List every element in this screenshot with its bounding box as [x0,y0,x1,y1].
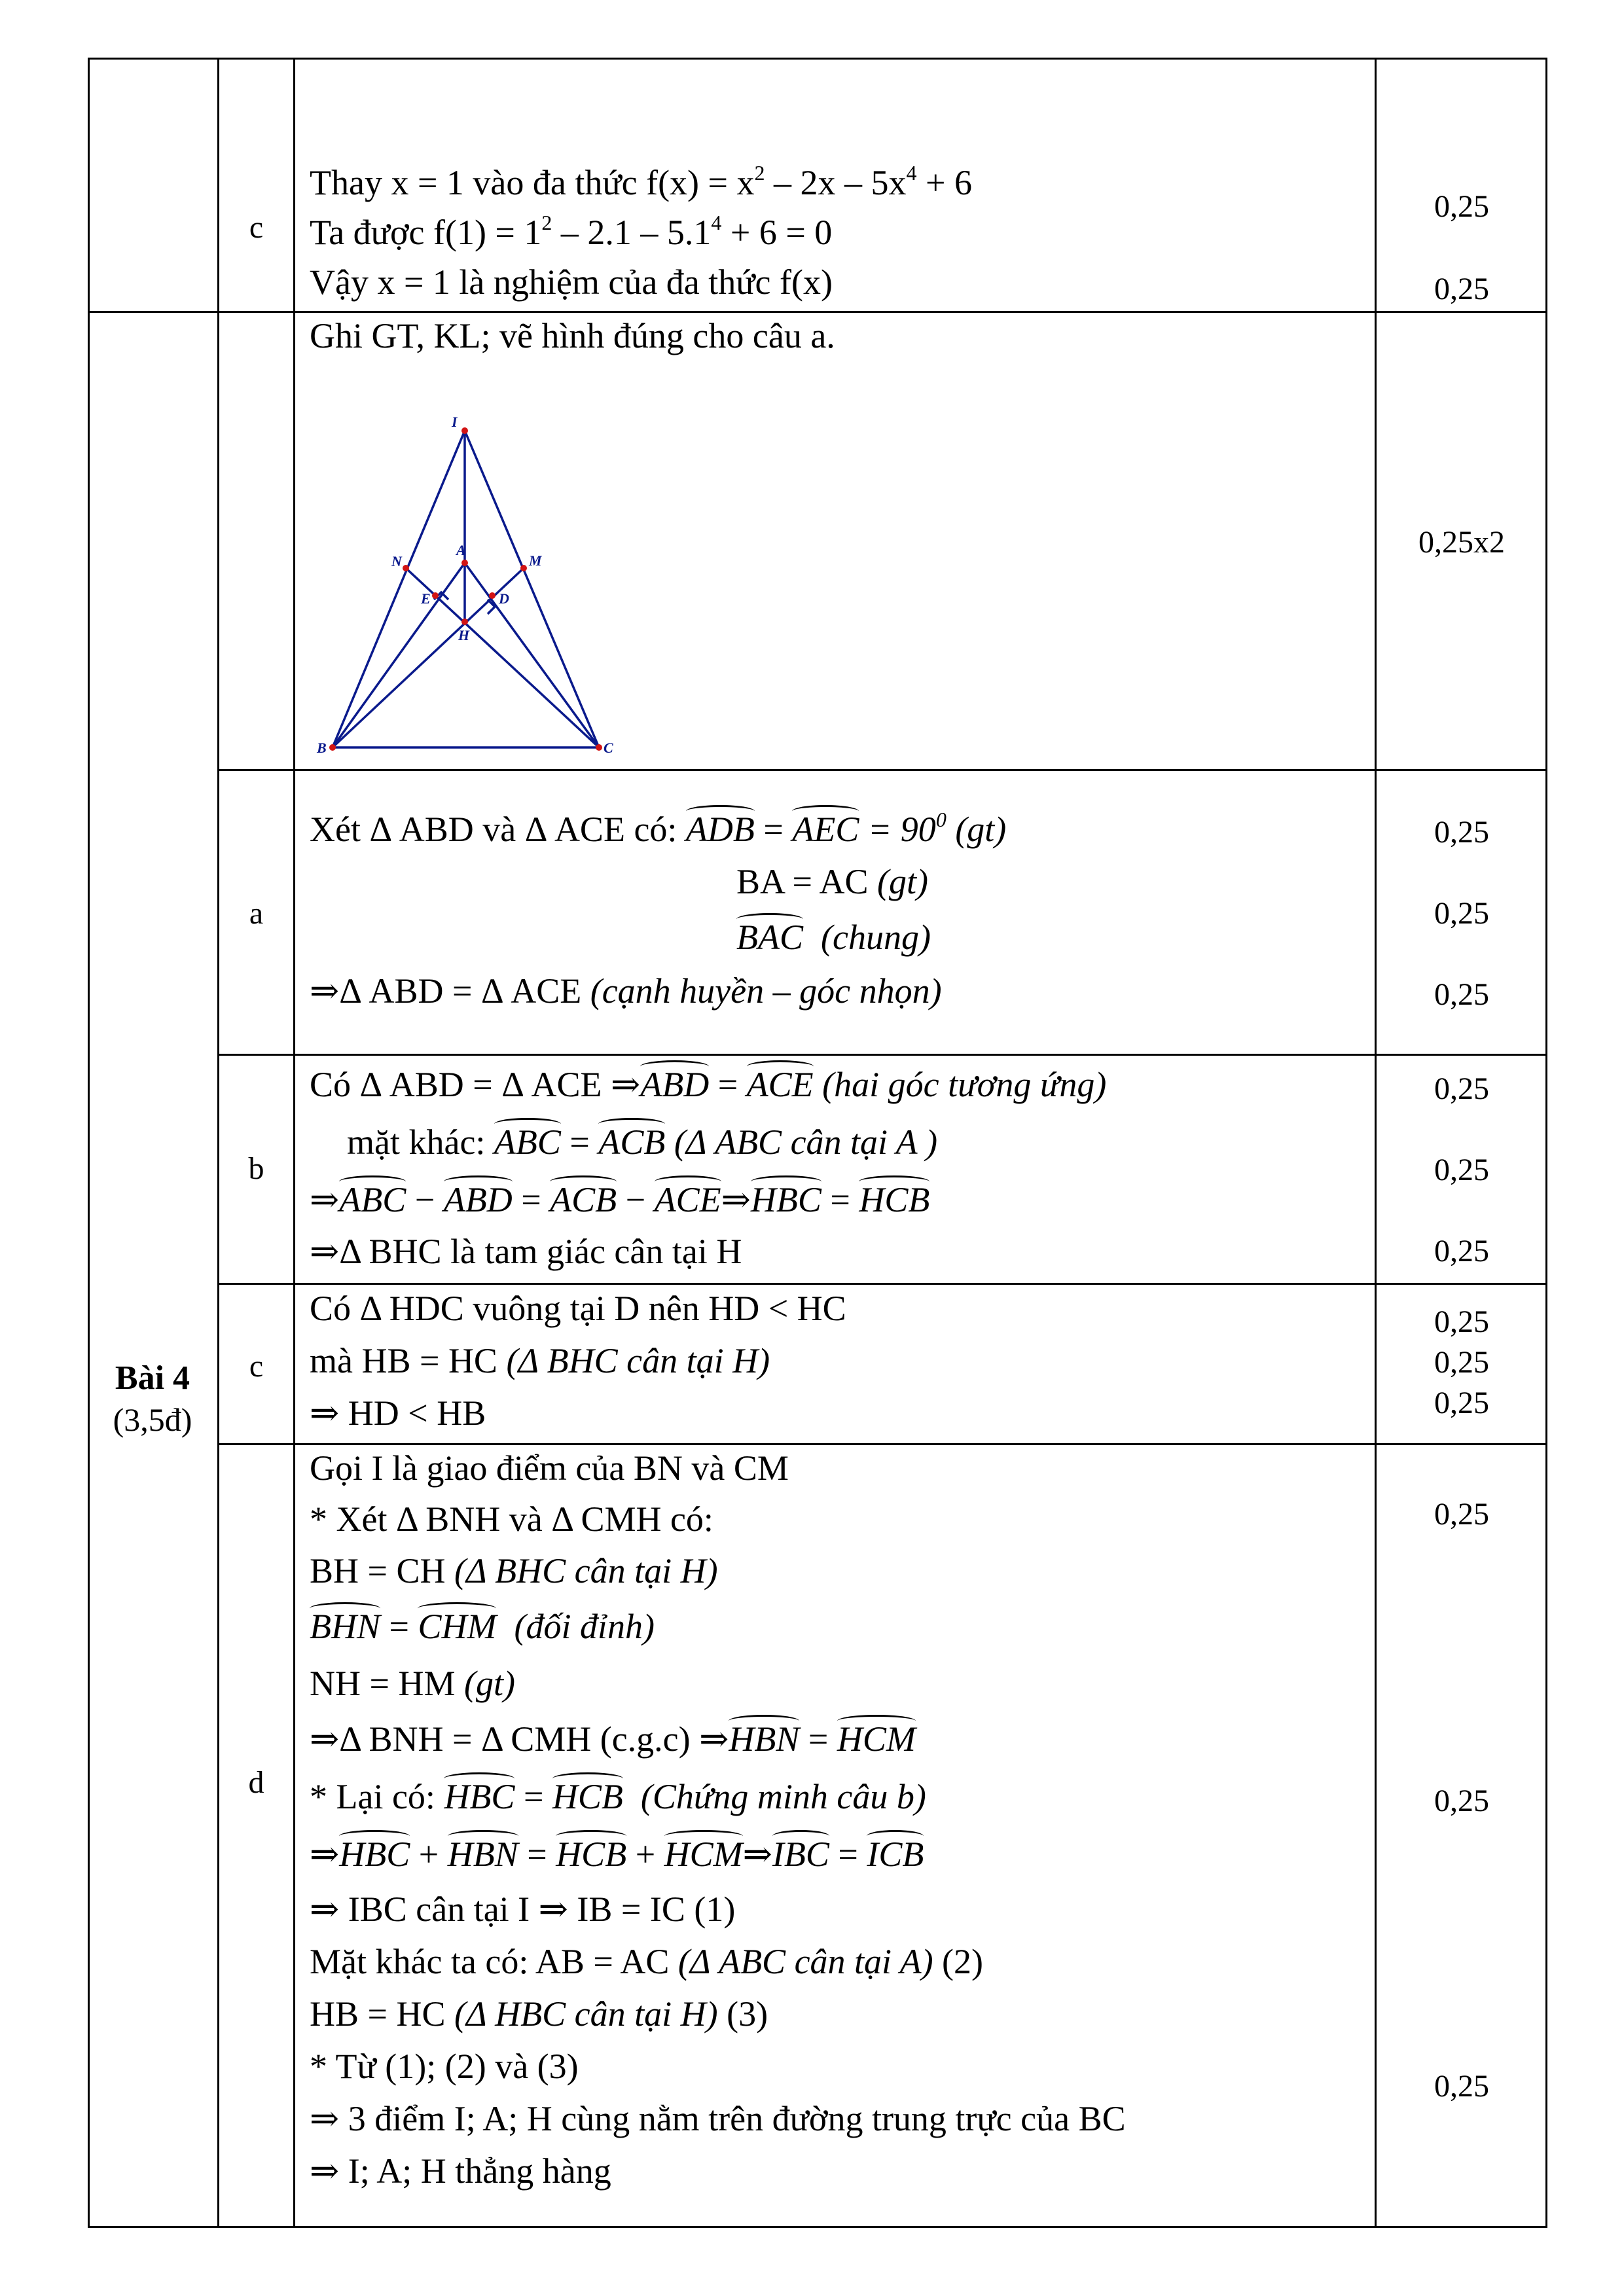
content-line: Thay x = 1 vào đa thức $f(x) = x^2 - 2x - 5x^4 + 6$ [310,161,972,202]
content-line: Mặt khác ta có: AB = AC (Δ ABC cân tại A) (2) [310,1942,984,1981]
content-line: Ta được $f(1) = 1^2 - 2.1 - 5.1^4 + 6 = 0$ [310,211,833,252]
score: 0,25 [1434,896,1489,931]
col-divider-score [1375,58,1377,2228]
content-line: BAC (chung) [736,918,931,957]
point-label: A [456,542,466,558]
table-border-right [1545,58,1547,2228]
content-line: ⇒Δ BHC là tam giác cân tại H [310,1232,742,1271]
point-label: N [391,553,402,569]
content-line: BH = CH (Δ BHC cân tại H) [310,1551,718,1590]
row-divider [217,1443,1547,1445]
content-line: Ghi GT, KL; vẽ hình đúng cho câu a. [310,316,835,355]
part-label: a [249,896,264,931]
score: 0,25x2 [1418,525,1505,560]
point-label: H [458,627,470,643]
geometry-figure [308,406,648,766]
part-label: b [248,1151,264,1186]
point-label: B [317,740,327,756]
score: 0,25 [1434,977,1489,1012]
row-divider [217,1054,1547,1056]
content-line: mặt khác: ABC = ACB (Δ ABC cân tại A ) [347,1122,938,1162]
content-line: ⇒Δ ABD = Δ ACE (cạnh huyền – góc nhọn) [310,971,942,1011]
score: 0,25 [1434,1234,1489,1268]
section-points: (3,5đ) [113,1401,192,1438]
point-label: D [499,590,509,607]
content-line: Có Δ ABD = Δ ACE ⇒ABD = ACE (hai góc tương ứng) [310,1065,1107,1104]
col-divider-content [293,58,295,2228]
content-line: ⇒ABC − ABD = ACB − ACE⇒HBC = HCB [310,1180,930,1219]
score: 0,25 [1434,272,1489,306]
content-line: ⇒ I; A; H thẳng hàng [310,2151,611,2191]
row-divider [217,769,1547,771]
content-line: * Xét Δ BNH và Δ CMH có: [310,1499,713,1539]
point-label: I [452,414,458,430]
content-line: mà HB = HC (Δ BHC cân tại H) [310,1341,770,1380]
content-line: ⇒Δ BNH = Δ CMH (c.g.c) ⇒HBN = HCM [310,1719,916,1759]
part-label: c [249,1349,264,1384]
content-line: ⇒HBC + HBN = HCB + HCM⇒IBC = ICB [310,1835,924,1874]
score: 0,25 [1434,1345,1489,1380]
content-line: ⇒ 3 điểm I; A; H cùng nằm trên đường trung trực của BC [310,2099,1126,2138]
content-line: Vậy x = 1 là nghiệm của đa thức f(x) [310,262,833,302]
row-divider [88,311,1547,313]
point-label: C [604,740,613,756]
section-title: Bài 4 [115,1359,190,1397]
table-border-left [88,58,90,2228]
point-label: M [529,552,542,569]
score: 0,25 [1434,1153,1489,1187]
content-line: ⇒ HD < HB [310,1393,486,1433]
score: 0,25 [1434,1304,1489,1339]
score: 0,25 [1434,1386,1489,1420]
content-line: * Từ (1); (2) và (3) [310,2047,579,2086]
content-line: Có Δ HDC vuông tại D nên HD < HC [310,1289,846,1328]
table-border-top [88,58,1547,60]
content-line: * Lại có: HBC = HCB (Chứng minh câu b) [310,1777,926,1816]
content-line: Xét Δ ABD và Δ ACE có: ADB = AEC = $90^0$ (gt) [310,808,1007,849]
content-line: Gọi I là giao điểm của BN và CM [310,1448,789,1488]
table-border-bottom [88,2226,1547,2228]
content-line: BA = AC (gt) [736,862,928,901]
score: 0,25 [1434,1497,1489,1532]
content-line: NH = HM (gt) [310,1664,515,1703]
score: 0,25 [1434,1784,1489,1818]
score: 0,25 [1434,1071,1489,1106]
content-line: BHN = CHM (đối đỉnh) [310,1607,655,1646]
score: 0,25 [1434,2069,1489,2104]
content-line: HB = HC (Δ HBC cân tại H) (3) [310,1994,768,2034]
content-line: ⇒ IBC cân tại I ⇒ IB = IC (1) [310,1890,736,1929]
col-divider-part [217,58,219,2228]
score: 0,25 [1434,189,1489,224]
score: 0,25 [1434,815,1489,850]
row-divider [217,1283,1547,1285]
point-label: E [421,590,431,607]
part-label: c [249,210,264,245]
part-label: d [248,1765,264,1800]
